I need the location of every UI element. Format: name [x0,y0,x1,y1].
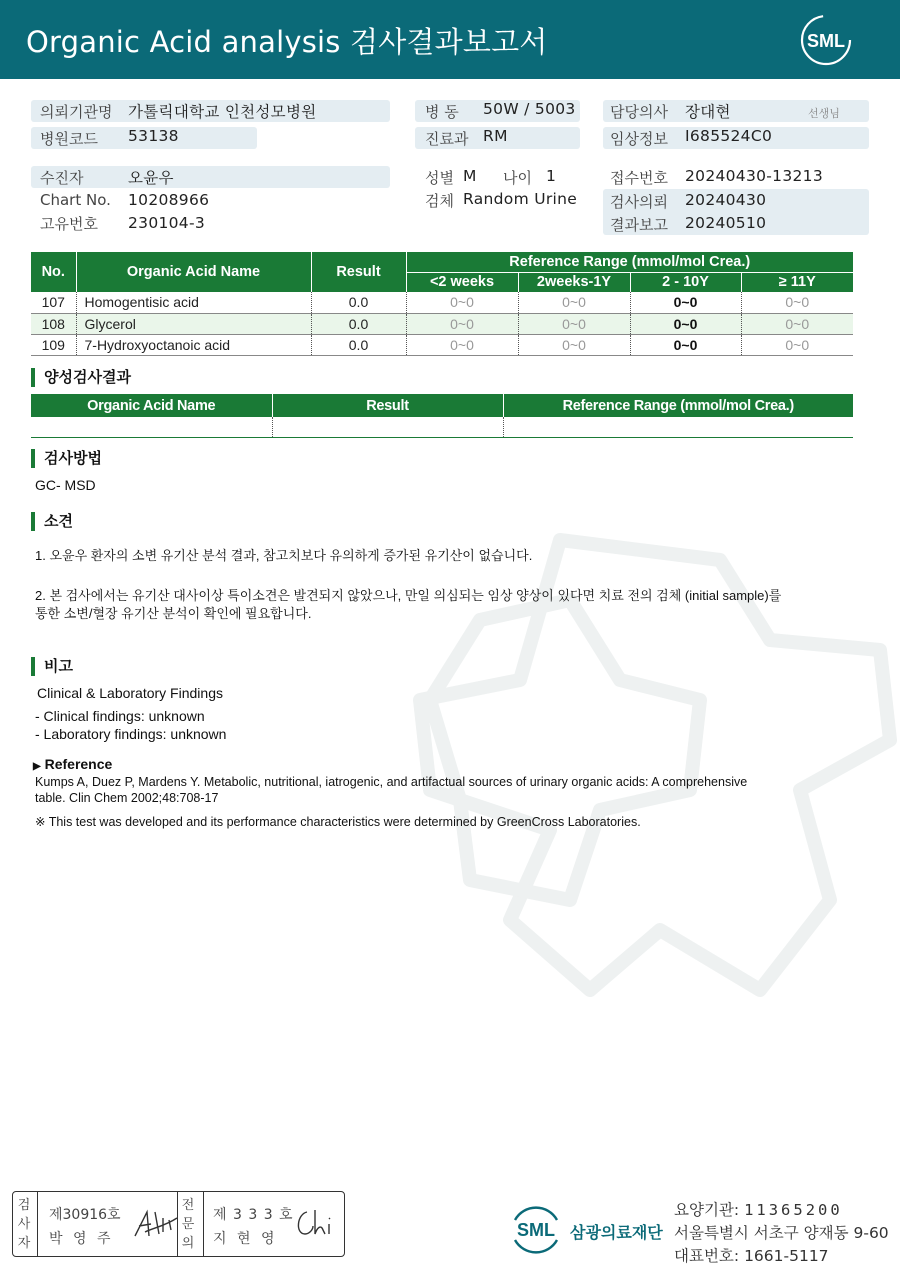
sex-value: M [463,167,477,185]
examiner-signature [131,1206,181,1242]
row-no: 109 [31,334,76,355]
row-name: 7-Hydroxyoctanoic acid [76,334,311,355]
row-name: Glycerol [76,313,311,334]
pos-col-ref: Reference Range (mmol/mol Crea.) [503,394,853,417]
specimen-value: Random Urine [463,190,578,208]
pos-col-result: Result [272,394,503,417]
opinion-line-1: 1. 오윤우 환자의 소변 유기산 분석 결과, 참고치보다 유의하게 증가된 유기산이 없습니다. [35,548,533,563]
row-r2: 0~0 [518,334,630,355]
receipt-no-value: 20240430-13213 [685,167,823,185]
unique-no-value: 230104-3 [128,214,206,232]
row-r2: 0~0 [518,313,630,334]
department-label: 진료과 [425,130,469,148]
examiner-license: 제30916호 [49,1207,121,1223]
table-row [31,417,853,437]
disclaimer-note: ※ This test was developed and its performance characteristics were determined by GreenCross Laboratories. [35,815,641,829]
triangle-icon: ▶ [33,761,41,772]
care-institution [674,1198,843,1220]
row-no: 108 [31,313,76,334]
row-r3: 0~0 [630,292,741,313]
table-row [31,313,853,334]
row-result: 0.0 [311,292,406,313]
table-row [31,292,853,313]
row-result: 0.0 [311,313,406,334]
col-ref-2-10y: 2 - 10Y [630,272,741,292]
row-r4: 0~0 [741,313,853,334]
institution-value: 가톨릭대학교 인천성모병원 [128,103,317,121]
row-r1: 0~0 [406,334,518,355]
clinical-info-value: I685524C0 [685,127,773,145]
report-date-value: 20240510 [685,214,767,232]
positive-table [31,394,853,438]
reference-heading [33,756,112,772]
col-ref: Reference Range (mmol/mol Crea.) [406,252,853,272]
footer-phone [674,1244,829,1266]
row-no: 107 [31,292,76,313]
doctor-suffix: 선생님 [808,107,840,120]
receipt-no-label: 접수번호 [610,169,668,187]
results-table [31,252,853,356]
report-date-label: 결과보고 [610,216,668,234]
method-section-title: 검사방법 [31,449,102,468]
pos-col-name: Organic Acid Name [31,394,272,417]
hospital-code-value: 53138 [128,127,179,145]
row-r1: 0~0 [406,292,518,313]
specialist-label: 전문의 [181,1198,195,1251]
care-label: 요양기관: [674,1201,740,1219]
sex-label: 성별 [425,169,454,187]
patient-box [31,166,390,188]
specimen-label: 검체 [425,192,454,210]
col-name: Organic Acid Name [76,252,311,292]
reference-line-2: table. Clin Chem 2002;48:708-17 [35,791,219,805]
col-no: No. [31,252,76,292]
col-ref-11y: ≥ 11Y [741,272,853,292]
col-ref-2w-1y: 2weeks-1Y [518,272,630,292]
request-date-value: 20240430 [685,191,767,209]
specialist-signature [291,1206,341,1242]
footer-sml-logo [507,1200,565,1258]
footer-org-name: 삼광의료재단 [570,1223,663,1242]
chart-no-value: 10208966 [128,191,210,209]
clinical-findings: - Clinical findings: unknown [35,708,205,724]
col-ref-under-2w: <2 weeks [406,272,518,292]
chart-no-label: Chart No. [40,191,111,209]
method-value: GC- MSD [35,477,96,493]
row-r1: 0~0 [406,313,518,334]
hospital-code-label: 병원코드 [40,130,98,148]
row-result: 0.0 [311,334,406,355]
department-value: RM [483,127,508,145]
row-r3: 0~0 [630,313,741,334]
request-date-label: 검사의뢰 [610,193,668,211]
clinical-info-label: 임상정보 [610,130,668,148]
ward-value: 50W / 5003 [483,100,576,118]
age-label: 나이 [503,169,532,187]
signature-box [12,1191,345,1257]
reference-title: Reference [44,756,113,772]
report-title: Organic Acid analysis 검사결과보고서 [26,25,548,59]
row-r4: 0~0 [741,292,853,313]
sml-logo [800,14,852,66]
col-result: Result [311,252,406,292]
row-r3: 0~0 [630,334,741,355]
footer-address: 서울특별시 서초구 양재동 9-60 [674,1224,889,1242]
row-name: Homogentisic acid [76,292,311,313]
specialist-name: 지 현 영 [213,1231,278,1247]
opinion-section-title: 소견 [31,512,73,531]
phone-number: 1661-5117 [744,1247,829,1265]
patient-label: 수진자 [40,169,84,187]
row-r4: 0~0 [741,334,853,355]
ward-label: 병 동 [425,103,459,121]
row-r2: 0~0 [518,292,630,313]
doctor-value: 장대현 [685,103,731,121]
positive-section-title: 양성검사결과 [31,368,131,387]
logo-text: SML [807,31,845,51]
examiner-label: 검사자 [17,1198,31,1251]
remarks-section-title: 비고 [31,657,73,676]
institution-label: 의뢰기관명 [40,103,113,121]
phone-label: 대표번호: [674,1247,740,1265]
laboratory-findings: - Laboratory findings: unknown [35,726,227,742]
age-value: 1 [546,167,557,185]
patient-value: 오윤우 [128,169,174,187]
findings-heading: Clinical & Laboratory Findings [37,685,223,701]
reference-line-1: Kumps A, Duez P, Mardens Y. Metabolic, nutritional, iatrogenic, and artifactual sources of urinary organic acids: A comprehensive [35,775,748,789]
doctor-label: 담당의사 [610,103,668,121]
opinion-line-2b: 통한 소변/혈장 유기산 분석이 확인에 필요합니다. [35,606,312,621]
report-header [0,0,900,79]
footer-logo-text: SML [517,1220,555,1240]
opinion-line-2a: 2. 본 검사에서는 유기산 대사이상 특이소견은 발견되지 않았으나, 만일 의심되는 임상 양상이 있다면 치료 전의 검체 (initial sample)를 [35,588,782,603]
examiner-name: 박 영 주 [49,1231,114,1247]
table-row [31,334,853,355]
care-number: 11365200 [744,1201,843,1219]
specialist-license: 제 3 3 3 호 [213,1207,294,1223]
unique-no-label: 고유번호 [40,215,98,233]
